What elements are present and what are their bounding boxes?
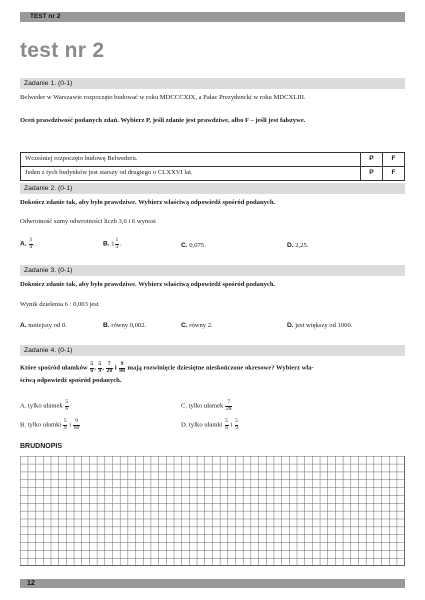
fraction: $\frac{7}{28}$: [225, 399, 232, 412]
task1-instruction: Oceń prawdziwość podanych zdań. Wybierz P, jeśli zdanie jest prawdziwe, albo F – jeśli jest fałszywe.: [20, 117, 306, 124]
task3-option-a[interactable]: A. mniejszy od 0.: [20, 322, 67, 329]
task4-question: Które spośród ułamków $\frac{5}{6}$ , $\frac{5}{9}$ , $\frac{7}{28}$ i $\frac{9}{80}$ mają rozwinięcie dziesiętne nieskończone okresowe? Wybierz wła-: [20, 361, 314, 374]
task1-intro: Belweder w Warszawie rozpoczęto budować w roku MDCCCXIX, a Pałac Prezydencki w roku MDCXLIII.: [20, 94, 306, 101]
task4-heading: Zadanie 4. (0-1): [24, 346, 73, 354]
answer-false-1[interactable]: F: [383, 153, 405, 167]
fraction: $\frac{1}{3}$: [115, 237, 119, 250]
task4-option-a[interactable]: A. tylko ułamek $\frac{5}{6}$: [20, 399, 69, 412]
table-row: [21, 167, 405, 181]
scratch-grid[interactable]: [20, 456, 405, 566]
fraction: $\frac{5}{6}$: [65, 399, 69, 412]
statement-2: Jeden z tych budynków jest starszy od drugiego o CLXXVI lat.: [21, 167, 361, 181]
task1-heading: Zadanie 1. (0-1): [24, 79, 73, 87]
task3-option-d[interactable]: D. jest większy od 1000.: [287, 322, 353, 329]
header-bar: [20, 12, 405, 22]
task3-heading-bar: [20, 265, 405, 276]
answer-false-2[interactable]: F: [383, 167, 405, 181]
fraction: $\frac{3}{4}$: [29, 237, 33, 250]
task2-question: Odwrotność sumy odwrotności liczb 3,6 i 6 wynosi: [20, 218, 156, 225]
scratch-label: BRUDNOPIS: [20, 443, 63, 450]
task2-option-d[interactable]: D. 2,25.: [287, 242, 309, 249]
fraction: $\frac{9}{80}$: [119, 361, 125, 374]
fraction: $\frac{9}{80}$: [73, 418, 80, 431]
task4-option-d[interactable]: D. tylko ułamki $\frac{5}{6}$ i $\frac{5}{9}$: [181, 418, 238, 431]
task4-option-c[interactable]: C. tylko ułamek $\frac{7}{28}$: [181, 399, 232, 412]
fraction: $\frac{5}{9}$: [235, 418, 238, 431]
fraction: $\frac{7}{28}$: [106, 361, 113, 374]
task3-heading: Zadanie 3. (0-1): [24, 266, 73, 274]
task3-option-b[interactable]: B. równy 0,002.: [103, 322, 147, 329]
task2-heading-bar: [20, 183, 405, 194]
task2-instruction: Dokończ zdanie tak, aby było prawdziwe. Wybierz właściwą odpowiedź spośród podanych.: [20, 199, 276, 206]
task2-heading: Zadanie 2. (0-1): [24, 184, 73, 192]
table-row: [21, 153, 405, 167]
task3-instruction: Dokończ zdanie tak, aby było prawdziwe. Wybierz właściwą odpowiedź spośród podanych.: [20, 281, 276, 288]
task4-heading-bar: [20, 345, 405, 356]
task3-option-c[interactable]: C. równy 2.: [181, 322, 213, 329]
task3-question: Wynik dzielenia 6 : 0,003 jest: [20, 301, 99, 308]
answer-true-2[interactable]: P: [361, 167, 383, 181]
task2-option-a[interactable]: A. $\frac{3}{4}$ .: [20, 237, 35, 250]
task2-option-c[interactable]: C. 0,075.: [181, 242, 206, 249]
header-label: TEST nr 2: [30, 13, 61, 20]
page-title: test nr 2: [20, 39, 105, 62]
fraction: $\frac{5}{6}$: [90, 361, 94, 374]
answer-true-1[interactable]: P: [361, 153, 383, 167]
true-false-table: [20, 152, 405, 181]
task4-option-b[interactable]: B. tylko ułamki $\frac{5}{9}$ i $\frac{9}{80}$: [20, 418, 80, 431]
page-number: 12: [27, 579, 35, 587]
fraction: $\frac{5}{9}$: [98, 361, 102, 374]
statement-1: Wcześniej rozpoczęto budowę Belwederu.: [21, 153, 361, 167]
task4-question-line2: ściwą odpowiedź spośród podanych.: [20, 377, 122, 384]
task1-heading-bar: [20, 78, 405, 89]
fraction: $\frac{5}{9}$: [63, 418, 67, 431]
task2-option-b[interactable]: B. 1 $\frac{1}{3}$ .: [103, 237, 121, 250]
fraction: $\frac{5}{6}$: [225, 418, 229, 431]
footer-bar: [20, 579, 405, 588]
